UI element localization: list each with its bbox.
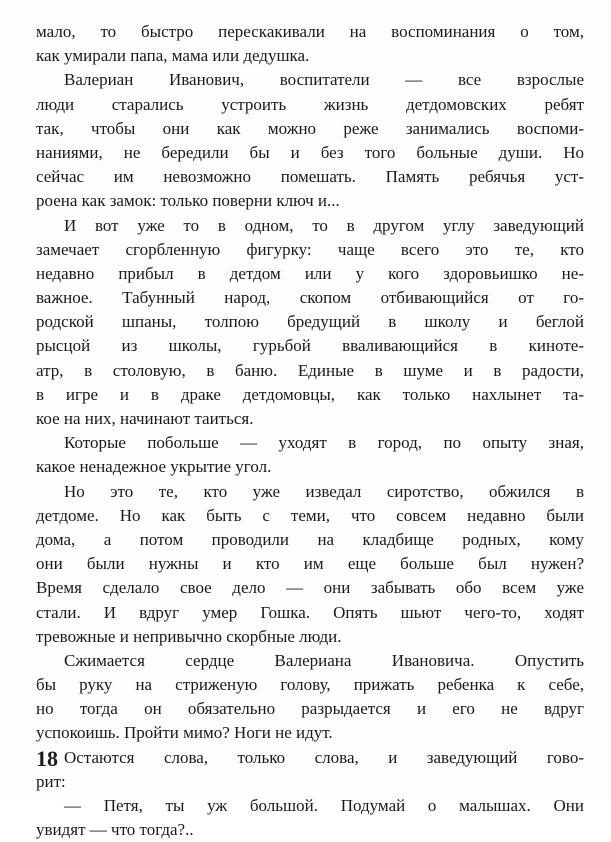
paragraph bbox=[36, 649, 584, 746]
text-line: они были нужны и кто им еще больше был нужен? bbox=[36, 554, 584, 574]
text-line: сейчас им невозможно помешать. Память ребячья уст- bbox=[36, 167, 584, 187]
text-line: кое на них, начинают таиться. bbox=[36, 409, 254, 428]
text-line: замечает сгорбленную фигурку: чаще всего это те, кто bbox=[36, 239, 584, 259]
body-text bbox=[36, 20, 584, 842]
paragraph bbox=[36, 794, 584, 842]
text-line: важное. Табунный народ, скопом отбивающийся от го- bbox=[36, 288, 584, 308]
text-line: стали. И вдруг умер Гошка. Опять шьют чего-то, ходят bbox=[36, 602, 584, 622]
text-line: тревожные и непривычно скорбные люди. bbox=[36, 626, 342, 646]
text-line: мало, то быстро перескакивали на воспоминания о том, bbox=[36, 22, 584, 41]
text-line: бы руку на стриженую голову, прижать ребенка к себе, bbox=[36, 675, 584, 695]
paragraph bbox=[36, 68, 584, 213]
text-line: — Петя, ты уж большой. Подумай о малышах. Они bbox=[64, 796, 584, 815]
text-line: родской шпаны, толпою бредущий в школу и беглой bbox=[36, 312, 584, 332]
text-line: как умирали папа, мама или дедушка. bbox=[36, 46, 310, 66]
text-line: детдоме. Но как быть с теми, что совсем недавно были bbox=[36, 505, 584, 525]
text-line: дома, а потом проводили на кладбище родных, кому bbox=[36, 529, 584, 549]
text-line: рысцой из школы, гурьбой вваливающийся в киноте- bbox=[36, 336, 584, 356]
text-line: в игре и в драке детдомовцы, как только нахлынет та- bbox=[36, 384, 584, 404]
text-line: люди старались устроить жизнь детдомовских ребят bbox=[36, 94, 584, 114]
text-line: роена как замок: только поверни ключ и... bbox=[36, 191, 340, 211]
paragraph bbox=[36, 746, 584, 794]
page-number: 18 bbox=[36, 746, 58, 771]
text-line: атр, в столовую, в баню. Единые в шуме и в радости, bbox=[36, 360, 584, 380]
text-line: Остаются слова, только слова, и заведующий гово- bbox=[64, 747, 584, 767]
text-line: Которые побольше — уходят в город, по опыту зная, bbox=[64, 433, 584, 453]
text-line: успокоишь. Пройти мимо? Ноги не идут. bbox=[36, 723, 333, 743]
text-line: так, чтобы они как можно реже занимались воспоми- bbox=[36, 118, 584, 138]
text-line: какое ненадежное укрытие угол. bbox=[36, 457, 272, 477]
text-line: Но это те, кто уже изведал сиротство, обжился в bbox=[64, 481, 584, 501]
paragraph bbox=[36, 480, 584, 649]
text-line: И вот уже то в одном, то в другом углу заведующий bbox=[64, 215, 584, 235]
text-line: рит: bbox=[36, 771, 66, 791]
text-line: увидят — что тогда?.. bbox=[36, 820, 194, 840]
text-line: Сжимается сердце Валериана Ивановича. Опустить bbox=[64, 650, 584, 670]
text-line: недавно прибыл в детдом или у кого здоровьишко не- bbox=[36, 263, 584, 283]
paragraph bbox=[36, 431, 584, 479]
paragraph bbox=[36, 20, 584, 68]
paragraph bbox=[36, 214, 584, 432]
text-line: Валериан Иванович, воспитатели — все взрослые bbox=[64, 70, 584, 90]
text-line: но тогда он обязательно разрыдается и его не вдруг bbox=[36, 699, 584, 719]
text-line: наниями, не бередили бы и без того больные души. Но bbox=[36, 142, 584, 162]
text-line: Время сделало свое дело — они забывать обо всем уже bbox=[36, 578, 584, 598]
